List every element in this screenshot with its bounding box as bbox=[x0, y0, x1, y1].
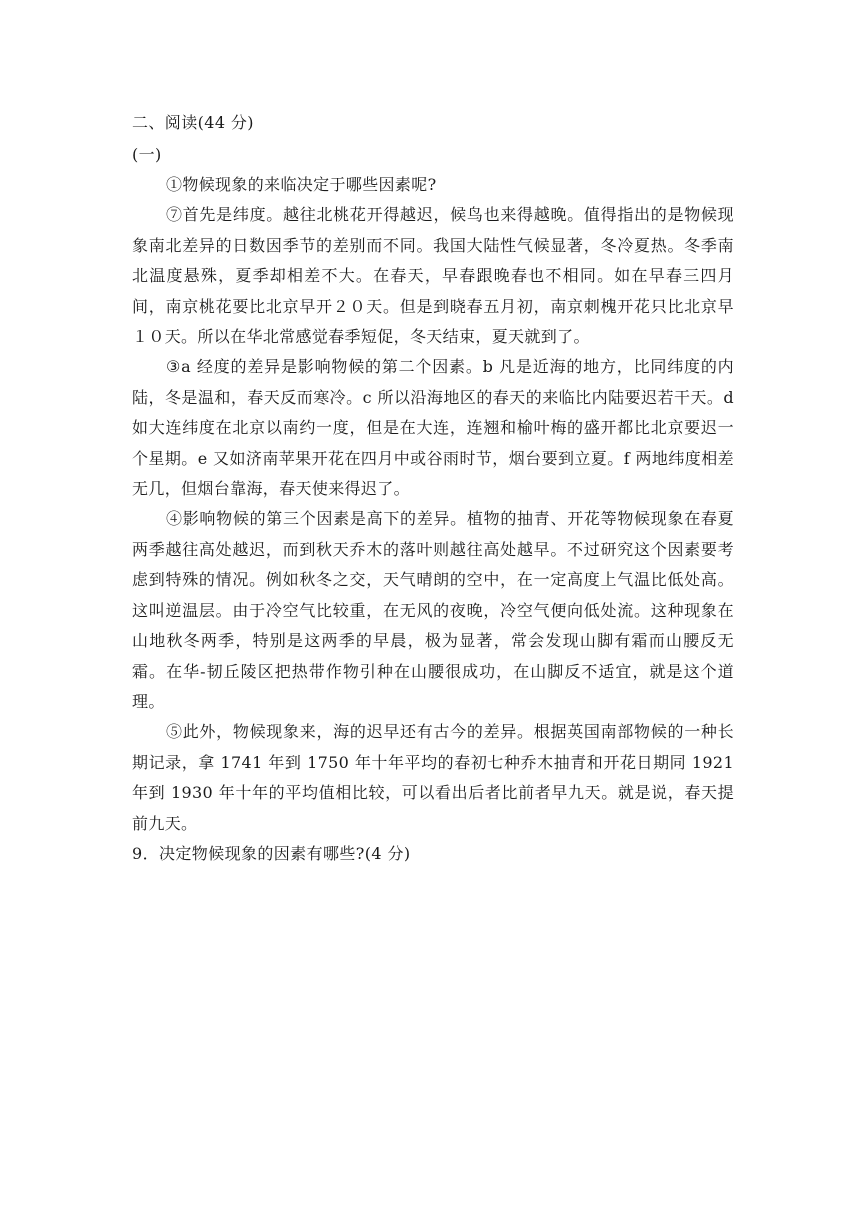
reading-section bbox=[132, 108, 734, 869]
paragraph-2: ⑦首先是纬度。越往北桃花开得越迟，候鸟也来得越晚。值得指出的是物候现象南北差异的日数因季节的差别而不同。我国大陆性气候显著，冬冷夏热。冬季南北温度悬殊，夏季却相差不大。在春天，早春跟晚春也不相同。如在早春三四月间，南京桃花要比北京早开２０天。但是到晓春五月初，南京刺槐开花只比北京早１０天。所以在华北常感觉春季短促，冬天结束，夏天就到了。 bbox=[132, 205, 734, 347]
paragraph-4: ④影响物候的第三个因素是高下的差异。植物的抽青、开花等物候现象在春夏两季越往高处越迟，而到秋天乔木的落叶则越往高处越早。不过研究这个因素要考虑到特殊的情况。例如秋冬之交，天气晴朗的空中，在一定高度上气温比低处高。这叫逆温层。由于冷空气比较重，在无风的夜晚，冷空气便向低处流。这种现象在山地秋冬两季，特别是这两季的早晨，极为显著，常会发现山脚有霜而山腰反无霜。在华-韧丘陵区把热带作物引种在山腰很成功，在山脚反不适宜，就是这个道理。 bbox=[132, 509, 734, 711]
question-9: 9．决定物候现象的因素有哪些?(4 分) bbox=[132, 843, 411, 863]
passage-part-label: (一) bbox=[132, 145, 162, 164]
section-title: 二、阅读(44 分) bbox=[132, 113, 254, 132]
paragraph-5: ⑤此外，物候现象来，海的迟早还有古今的差异。根据英国南部物候的一种长期记录，拿 1741 年到 1750 年十年平均的春初七种乔木抽青和开花日期同 1921 年到 1930 年十年的平均值相比较，可以看出后者比前者早九天。就是说，春天提前九天。 bbox=[132, 722, 734, 833]
paragraph-3: ③a 经度的差异是影响物候的第二个因素。b 凡是近海的地方，比同纬度的内陆，冬是温和，春天反而寒冷。c 所以沿海地区的春天的来临比内陆要迟若干天。d 如大连纬度在北京以南约一度，但是在大连，连翘和榆叶梅的盛开都比北京要迟一个星期。e 又如济南苹果开花在四月中或谷雨时节，烟台要到立夏。f 两地纬度相差无几，但烟台靠海，春天使来得迟了。 bbox=[132, 357, 734, 499]
paragraph-1: ①物候现象的来临决定于哪些因素呢? bbox=[166, 175, 437, 194]
